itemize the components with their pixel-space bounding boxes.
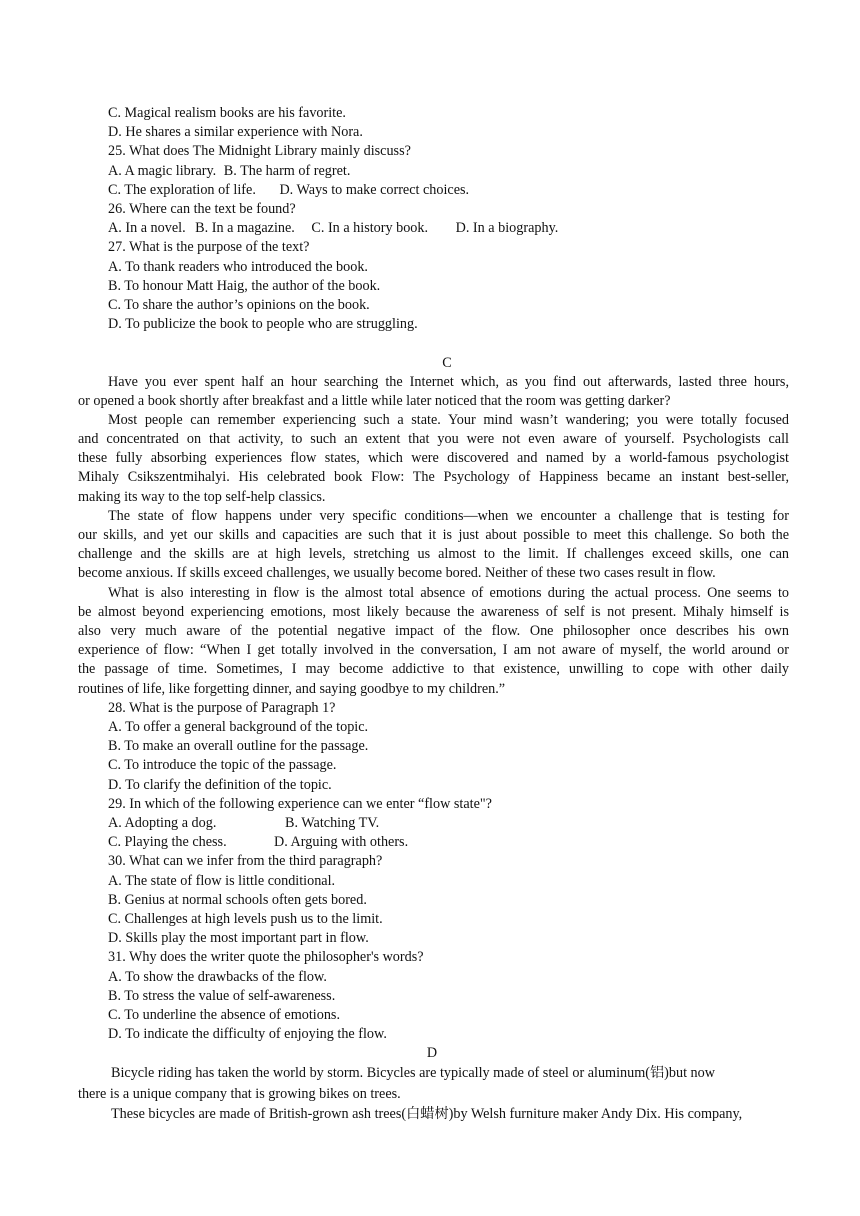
q26-option-a: A. In a novel.	[108, 220, 186, 236]
q29-option-a: A. Adopting a dog.	[108, 815, 217, 831]
q30-option-d: D. Skills play the most important part in flow.	[108, 930, 369, 946]
q25-option-d: D. Ways to make correct choices.	[279, 182, 470, 198]
q30-option-a: A. The state of flow is little conditional.	[108, 873, 336, 889]
section-c-p2-line3: these fully absorbing experiences flow states, which were discovered and named by a world-famous psychologist	[78, 450, 789, 466]
q31-option-c: C. To underline the absence of emotions.	[108, 1007, 340, 1023]
q30-option-c: C. Challenges at high levels push us to the limit.	[108, 911, 383, 927]
q30-option-b: B. Genius at normal schools often gets bored.	[108, 892, 367, 908]
section-c-p2-line1: Most people can remember experiencing such a state. Your mind wasn’t wandering; you were totally focused	[108, 412, 789, 428]
section-c-p1-line1: Have you ever spent half an hour searching the Internet which, as you find out afterwards, lasted three hours,	[108, 374, 789, 390]
q28-option-a: A. To offer a general background of the topic.	[108, 719, 369, 735]
section-c-p4-line2: be almost beyond experiencing emotions, most likely because the awareness of self is not present. Mihaly himself is	[78, 604, 789, 620]
section-c-p3-line1: The state of flow happens under very specific conditions—when we encounter a challenge that is testing for	[108, 508, 789, 524]
q31-option-b: B. To stress the value of self-awareness.	[108, 988, 336, 1004]
q31-question: 31. Why does the writer quote the philosopher's words?	[108, 949, 424, 965]
section-c-heading: C	[442, 355, 452, 371]
q27-option-a: A. To thank readers who introduced the book.	[108, 259, 368, 275]
section-c-p2-line5: making its way to the top self-help classics.	[78, 489, 326, 505]
section-c-p4-line1: What is also interesting in flow is the almost total absence of emotions during the actual process. One seems to	[108, 585, 789, 601]
q29-options-ab	[108, 814, 379, 833]
q28-question: 28. What is the purpose of Paragraph 1?	[108, 700, 336, 716]
q27-option-c: C. To share the author’s opinions on the book.	[108, 297, 370, 313]
q28-option-b: B. To make an overall outline for the passage.	[108, 738, 369, 754]
q29-options-cd	[108, 833, 408, 852]
section-c-p4-line4: experience of flow: “When I get totally involved in the conversation, I am not aware of myself, the world around or	[78, 642, 789, 658]
q26-option-c: C. In a history book.	[311, 220, 429, 236]
q25-options-cd	[108, 181, 469, 200]
q30-question: 30. What can we infer from the third paragraph?	[108, 853, 383, 869]
q25-option-b: B. The harm of regret.	[223, 163, 351, 179]
q27-question: 27. What is the purpose of the text?	[108, 239, 310, 255]
section-c-p3-line4: become anxious. If skills exceed challenges, we usually become bored. Neither of these two cases result in flow.	[78, 565, 716, 581]
q24-option-d: D. He shares a similar experience with Nora.	[108, 124, 363, 140]
q24-option-c: C. Magical realism books are his favorite.	[108, 105, 346, 121]
q29-question: 29. In which of the following experience can we enter “flow state"?	[108, 796, 492, 812]
q26-option-b: B. In a magazine.	[195, 220, 295, 236]
section-c-p4-line6: routines of life, like forgetting dinner, and saying goodbye to my children.”	[78, 681, 506, 697]
q25-option-c: C. The exploration of life.	[108, 182, 256, 198]
section-c-p4-line5: the passage of time. Sometimes, I may become addictive to that existence, unwilling to cope with other daily	[78, 661, 789, 677]
q29-option-d: D. Arguing with others.	[274, 834, 409, 850]
section-d-heading: D	[426, 1045, 438, 1061]
q27-option-b: B. To honour Matt Haig, the author of the book.	[108, 278, 381, 294]
q31-option-a: A. To show the drawbacks of the flow.	[108, 969, 327, 985]
q25-options-ab	[108, 162, 350, 181]
q29-option-c: C. Playing the chess.	[108, 834, 227, 850]
q25-option-a: A. A magic library.	[108, 163, 217, 179]
q25-question: 25. What does The Midnight Library mainly discuss?	[108, 143, 411, 159]
q28-option-c: C. To introduce the topic of the passage.	[108, 757, 337, 773]
q29-option-b: B. Watching TV.	[285, 815, 380, 831]
section-d-p1-line2: there is a unique company that is growing bikes on trees.	[78, 1086, 401, 1102]
section-c-p1-line2: or opened a book shortly after breakfast and a little while later noticed that the room was getting darker?	[78, 393, 671, 409]
section-d-p1-line1: Bicycle riding has taken the world by storm. Bicycles are typically made of steel or aluminum(铝)but now	[111, 1065, 715, 1081]
q26-options	[108, 219, 558, 238]
q31-option-d: D. To indicate the difficulty of enjoying the flow.	[108, 1026, 387, 1042]
section-c-p3-line2: our skills, and yet our skills and capacities are such that it is just about possible to meet this challenge. So both the	[78, 527, 789, 543]
section-d-p2-line1: These bicycles are made of British-grown ash trees(白蜡树)by Welsh furniture maker Andy Dix. His company,	[111, 1106, 743, 1122]
q27-option-d: D. To publicize the book to people who are struggling.	[108, 316, 418, 332]
section-c-p2-line4: Mihaly Csikszentmihalyi. His celebrated book Flow: The Psychology of Happiness became an instant best-seller,	[78, 469, 789, 485]
section-c-p3-line3: challenge and the skills are at high levels, stretching us almost to the limit. If challenges exceed skills, one can	[78, 546, 789, 562]
q26-question: 26. Where can the text be found?	[108, 201, 296, 217]
q26-option-d: D. In a biography.	[455, 220, 559, 236]
section-c-p4-line3: also very much aware of the potential negative impact of the flow. One philosopher once describes his own	[78, 623, 789, 639]
section-c-p2-line2: and concentrated on that activity, to such an extent that you were not even aware of yourself. Psychologists call	[78, 431, 789, 447]
q28-option-d: D. To clarify the definition of the topic.	[108, 777, 332, 793]
